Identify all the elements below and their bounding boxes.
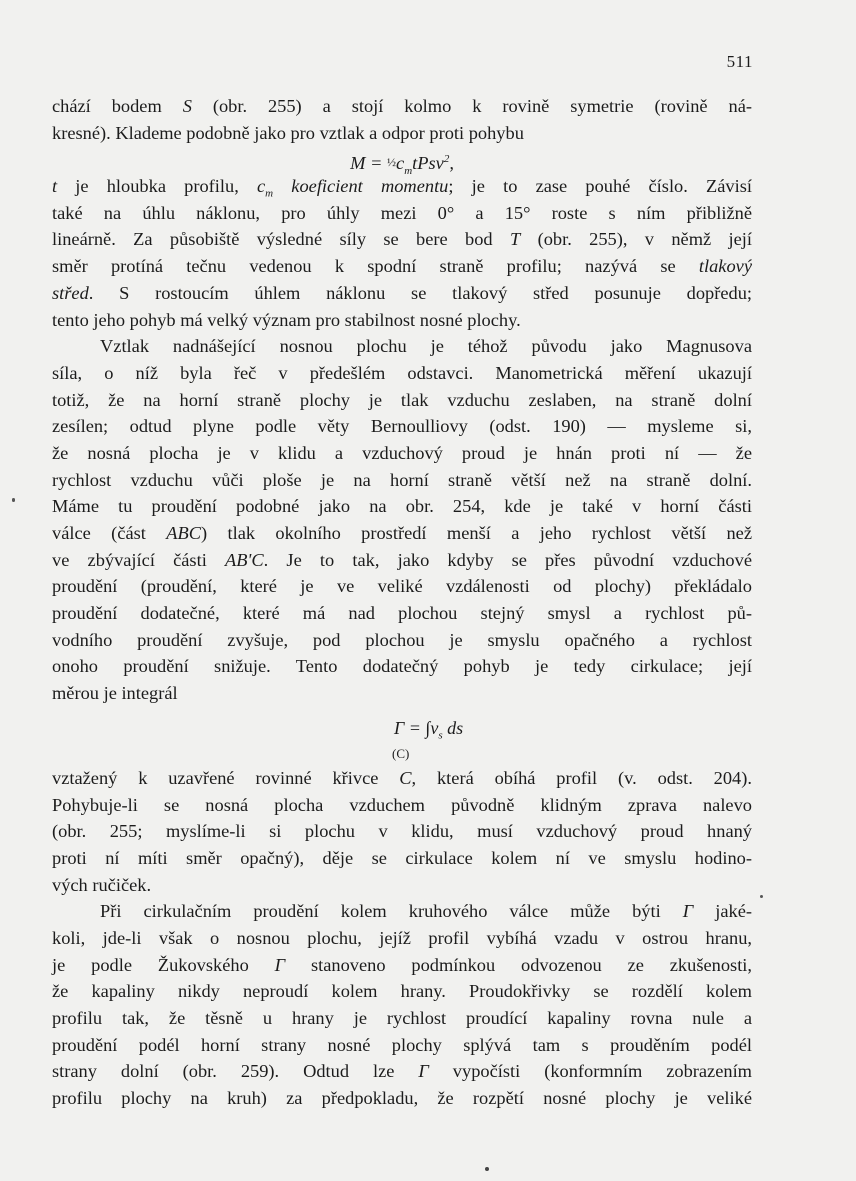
text-line: zesílen; odtud plyne podle věty Bernoulliovy (odst. 190) — mysleme si,	[52, 416, 752, 437]
scan-speck	[485, 1167, 489, 1171]
text-line: tento jeho pohyb má velký význam pro stabilnost nosné plochy.	[52, 309, 521, 330]
text-line: také na úhlu náklonu, pro úhly mezi 0° a 15° roste s ním přibližně	[52, 202, 752, 223]
text-line: vztažený k uzavřené rovinné křivce C, která obíhá profil (v. odst. 204).	[52, 767, 752, 788]
text-line: profilu plochy na kruh) za předpokladu, že rozpětí nosné plochy je veliké	[52, 1088, 752, 1109]
moment-formula: $M = \frac{1}{2}c_mtPsv^2$,	[350, 153, 454, 178]
text-line: lineárně. Za působiště výsledné síly se bere bod T (obr. 255), v němž její	[52, 229, 753, 250]
text-line: kresné). Klademe podobně jako pro vztlak a odpor proti pohybu	[52, 122, 524, 143]
text-line: Vztlak nadnášející nosnou plochu je téhož původu jako Magnusova	[100, 336, 752, 357]
text-line: ve zbývající části AB'C. Je to tak, jako kdyby se přes původní vzduchové	[52, 549, 752, 570]
text-line: je podle Žukovského Γ stanoveno podmínkou odvozenou ze zkušenosti,	[52, 954, 753, 975]
text-line: rychlost vzduchu vůči ploše je na horní straně větší než na straně dolní.	[52, 469, 752, 490]
text-line: válce (část ABC) tlak okolního prostředí menší a jeho rychlost větší než	[52, 523, 752, 543]
text-line: síla, o níž byla řeč v předešlém odstavci. Manometrická měření ukazují	[52, 362, 752, 383]
text-line: vodního proudění zvyšuje, pod plochou je smyslu opačného a rychlost	[52, 629, 752, 650]
text-line: onoho proudění snižuje. Tento dodatečný pohyb je tedy cirkulace; její	[52, 656, 752, 677]
text-line: že kapaliny nikdy neproudí kolem hrany. Proudokřivky se rozdělí kolem	[52, 981, 752, 1002]
scan-speck	[12, 498, 15, 502]
text-line: proudění dodatečné, které má nad plochou stejný smysl a rychlost pů-	[52, 603, 752, 624]
text-line: že nosná plocha je v klidu a vzduchový proud je hnán proti ní — že	[52, 442, 752, 463]
text-line: totiž, že na horní straně plochy je tlak vzduchu zeslaben, na straně dolní	[52, 389, 752, 410]
text-line: proudění (proudění, které je ve veliké vzdálenosti od plochy) překládalo	[52, 576, 752, 597]
text-line: chází bodem S (obr. 255) a stojí kolmo k rovině symetrie (rovině ná-	[52, 96, 752, 116]
text-line: Pohybuje-li se nosná plocha vzduchem původně klidným zprava nalevo	[52, 794, 752, 815]
text-line: t je hloubka profilu, $c_m$ koeficient momentu; je to zase pouhé číslo. Závisí	[52, 176, 752, 200]
text-line: koli, jde-li však o nosnou plochu, jejíž profil vybíhá vzadu v ostrou hranu,	[52, 927, 752, 948]
text-line: směr protíná tečnu vedenou k spodní straně profilu; nazývá se tlakový	[52, 256, 752, 277]
text-line: proudění podél horní strany nosné plochy splývá tam s prouděním podél	[52, 1034, 752, 1055]
text-line: měrou je integrál	[52, 683, 178, 704]
text-line: (obr. 255; myslíme-li si plochu v klidu, musí vzduchový proud hnaný	[52, 821, 752, 842]
page-number: 511	[726, 52, 753, 71]
text-line: Máme tu proudění podobné jako na obr. 254, kde je také v horní části	[52, 496, 752, 517]
text-line: Při cirkulačním proudění kolem kruhového válce může býti Γ jaké-	[100, 901, 753, 922]
text-line: profilu tak, že těsně u hrany je rychlost proudící kapaliny rovna nule a	[52, 1008, 752, 1028]
text-line: střed. S rostoucím úhlem náklonu se tlakový střed posunuje dopředu;	[52, 282, 752, 303]
body-text	[52, 93, 752, 1112]
text-line: vých ručiček.	[52, 874, 152, 895]
text-line: strany dolní (obr. 259). Odtud lze Γ vypočísti (konformním zobrazením	[52, 1061, 752, 1082]
circulation-integral: $\Gamma = \int v_s$ ds (C)	[392, 717, 464, 761]
scan-speck	[760, 895, 763, 898]
text-line: proti ní míti směr opačný), děje se cirkulace kolem ní ve smyslu hodino-	[52, 847, 752, 868]
